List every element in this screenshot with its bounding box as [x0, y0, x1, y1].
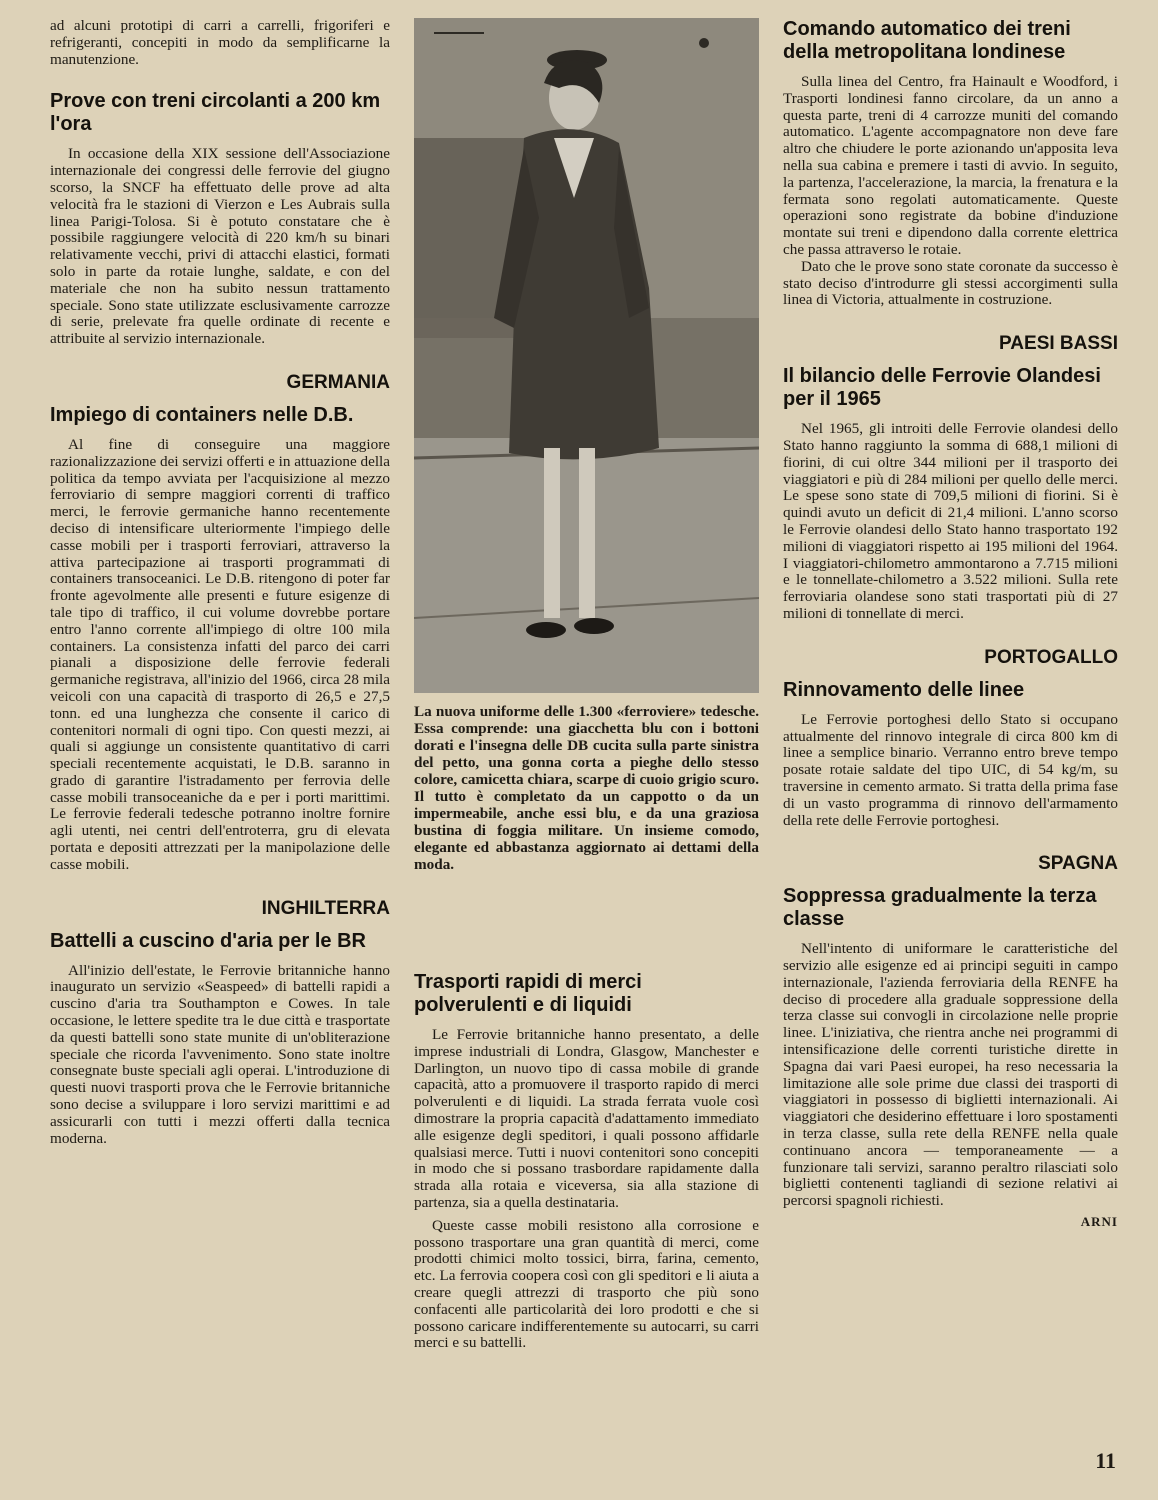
- merci-body-1: Le Ferrovie britanniche hanno presentato, a delle imprese industriali di Londra, Glasgow, Manchester e Darlington, un nuovo tipo di cassa mobile di grande capacità, atto a promuovere il trasporto rapido di merci polverulenti e di liquidi. La strada ferrata vuole così dimostrare la propria capacità d'adattamento immediato alle esigenze degli speditori, i quali possono affidarle qualsiasi merce. Tutti i nuovi contenitori sono concepiti in modo che si possano trasbordare rapidamente dalla strada alla rotaia e viceversa, sia alla stazione di partenza, sia a quella destinataria.: [414, 1026, 759, 1211]
- merci-body-2: Queste casse mobili resistono alla corrosione e possono trasportare una gran quantità di merci, come prodotti chimici molto tossici, birra, farina, cemento, etc. La ferrovia coopera così con gli speditori e li aiuta a creare quegli attrezzi di trasporto che più sono confacenti alle particolarità dei loro prodotti e che si possono caricare indifferentemente su autocarri, su carri merci e su battelli.: [414, 1216, 759, 1352]
- sncf-body: In occasione della XIX sessione dell'Associazione internazionale dei congressi delle ferrovie del giugno scorso, la SNCF ha effettuato delle prove ad alta velocità fra le stazioni di Vierzon e Les Aubrais sulla linea Parigi-Tolosa. Si è potuto constatare che è possibile raggiungere velocità di 220 km/h su binari relativamente vecchi, privi di attacchi elastici, formati solo in parte da rotaie lunghe, saldate, e con del materiale che non ha subito nessun trattamento speciale. Sono state utilizzate esclusivamente carrozze di serie, prelevate fra quelle ordinate di recente e attribuite al servizio internazionale.: [50, 145, 390, 348]
- spagna-body: Nell'intento di uniformare le caratteristiche del servizio alle esigenze ed ai principi seguiti in campo internazionale, l'azienda ferroviaria della RENFE ha deciso di procedere alla graduale soppressione della terza classe sui convogli in circolazione nelle proprie linee. L'iniziativa, che rientra anche nei programmi di intensificazione delle correnti turistiche dirette in Spagna dai vari Paesi europei, ha reso necessaria la limitazione alle sole prime due classi dei trasporti di viaggiatori in possesso di biglietti internazionali. Ai viaggiatori che desiderino effettuare i loro spostamenti in terza classe, sulla rete della RENFE nella quale continuano ancora — temporaneamente — a funzionare tali servizi, saranno peraltro rilasciati solo biglietti contenenti tagliandi di sezione relativi ai percorsi spagnoli richiesti.: [783, 940, 1118, 1210]
- olanda-body: Nel 1965, gli introiti delle Ferrovie olandesi dello Stato hanno raggiunto la somma di 688,1 milioni di fiorini, di cui oltre 344 milioni per il trasporto dei viaggiatori e più di 284 milioni per quello delle merci. Le spese sono state di 709,5 milioni di fiorini. Si è quindi avuto un deficit di 21,4 milioni. L'anno scorso le Ferrovie olandesi dello Stato hanno trasportato 192 milioni di viaggiatori rispetto ai 195 milioni del 1964. I viaggiatori-chilometro ammontarono a 7.715 milioni e le tonnellate-chilometro a 3.522 milioni. Sulla rete ferroviaria olandese sono stati trasportati più di 27 milioni di tonnellate di merci.: [783, 420, 1118, 622]
- olanda-title: Il bilancio delle Ferrovie Olandesi per il 1965: [783, 365, 1101, 411]
- germania-country: GERMANIA: [286, 371, 390, 393]
- portogallo-title: Rinnovamento delle linee: [783, 678, 1025, 701]
- germania-body: Al fine di conseguire una maggiore razionalizzazione dei servizi offerti e in attuazione della politica da tempo avviata per l'acquisizione al mezzo ferroviario di sempre maggiori correnti di traffico merci, le ferrovie germaniche hanno recentemente deciso di intensificare ulteriormente l'impiego delle casse mobili per i trasporti ferroviari, attraverso la attiva partecipazione ai trasporti programmati di containers transoceanici. Le D.B. ritengono di poter far fronte agevolmente alle presenti e future esigenze di tale tipo di traffico, il cui volume dovrebbe portare entro l'anno corrente all'impiego di oltre 100 mila containers. La consistenza infatti del parco dei carri pianali a disposizione delle ferrovie federali germaniche registrava, all'inizio del 1966, circa 28 mila veicoli con una capacità di trasporto di 26,5 e 27,5 tonn. ed una lunghezza che consente il carico di contenitori normali di ogni tipo. Con questi mezzi, ai quali si aggiunge un consistente quantitativo di carri speciali recentemente acquistati, le D.B. saranno in grado di garantire l'istradamento per ferrovia delle casse mobili transoceaniche da e per i porti marittimi. Le ferrovie federali tedesche potranno inoltre fornire agli utenti, nei centri dell'entroterra, gru di elevata portata e depositi attrezzati per la manipolazione delle casse mobili.: [50, 435, 390, 873]
- germania-title: Impiego di containers nelle D.B.: [50, 403, 354, 426]
- column-right: [783, 18, 1118, 1230]
- londra-body-1: Sulla linea del Centro, fra Hainault e Woodford, i Trasporti londinesi fanno circolare, da un anno a questa parte, treni di 4 carrozze muniti del comando automatico. L'agente accompagnatore non deve fare altro che chiudere le porte azionando un'apposita leva nella sua cabina e premere i tasti di avvio. In seguito, la partenza, l'accelerazione, la marcia, la frenatura e la fermata sono regolati automaticamente. Queste operazioni sono registrate da bobine d'induzione montate sui treni e dipendono dalla corrente elettrica che passa attraverso le rotaie.: [783, 73, 1118, 258]
- inghilterra-country: INGHILTERRA: [261, 897, 390, 919]
- uniform-photo: [414, 18, 759, 693]
- inghilterra-title: Battelli a cuscino d'aria per le BR: [50, 929, 366, 952]
- author-signature: ARNI: [1080, 1214, 1118, 1230]
- page-number: 11: [1095, 1448, 1116, 1473]
- column-left: [50, 18, 390, 1147]
- sncf-title: Prove con treni circolanti a 200 km l'ora: [50, 90, 381, 136]
- caption-spacer: [414, 873, 759, 949]
- portogallo-body: Le Ferrovie portoghesi dello Stato si occupano attualmente del rinnovo integrale di circa 800 km di linee a semplice binario. Verranno entro breve tempo posate rotaie saldate del tipo UIC, di 54 kg/m, su traversine in cemento armato. Si tratta della prima fase di un vasto programma di rinnovo dell'armamento della rete delle Ferrovie portoghesi.: [783, 710, 1118, 829]
- uniform-photo-illustration: [414, 18, 759, 693]
- portogallo-country: PORTOGALLO: [984, 646, 1118, 668]
- londra-body-2: Dato che le prove sono state coronate da successo è stato deciso d'introdurre gli stessi accorgimenti sulla linea di Victoria, attualmente in costruzione.: [783, 257, 1118, 309]
- merci-title: Trasporti rapidi di merci polverulenti e di liquidi: [414, 971, 642, 1016]
- photo-caption: La nuova uniforme delle 1.300 «ferroviere» tedesche. Essa comprende: una giacchetta blu con i bottoni dorati e l'insegna delle DB cucita sulla parte sinistra del petto, una gonna corta a pieghe dello stesso colore, camicetta chiara, scarpe di cuoio grigio scuro. Il tutto è completato da un cappotto o da un impermeabile, anche essi blu, e da una graziosa bustina di foggia militare. Un insieme comodo, elegante ed abbastanza aggiornato ai dettami della moda.: [414, 703, 759, 873]
- intro-paragraph: ad alcuni prototipi di carri a carrelli, frigoriferi e refrigeranti, concepiti in modo da semplificarne la manutenzione.: [50, 17, 390, 68]
- spagna-title: Soppressa gradualmente la terza classe: [783, 885, 1097, 931]
- spagna-country: SPAGNA: [1038, 853, 1118, 875]
- column-middle: [414, 18, 759, 1352]
- inghilterra-body: All'inizio dell'estate, le Ferrovie britanniche hanno inaugurato un servizio «Seaspeed» di battelli rapidi a cuscino d'aria tra Southampton e Cowes. In tale occasione, le lettere spedite tra le due città e trasportate da questi battelli sono state munite di un'obliterazione speciale che ricorda l'avvenimento. Sono state inoltre consegnate buste speciali agli operai. L'introduzione di questi nuovi trasporti prova che le Ferrovie britanniche sono decise a sviluppare i loro servizi marittimi e ad assicurarli con tutti i mezzi offerti dalla tecnica moderna.: [50, 961, 390, 1147]
- olanda-country: PAESI BASSI: [999, 333, 1118, 355]
- londra-title: Comando automatico dei treni della metropolitana londinese: [783, 18, 1071, 63]
